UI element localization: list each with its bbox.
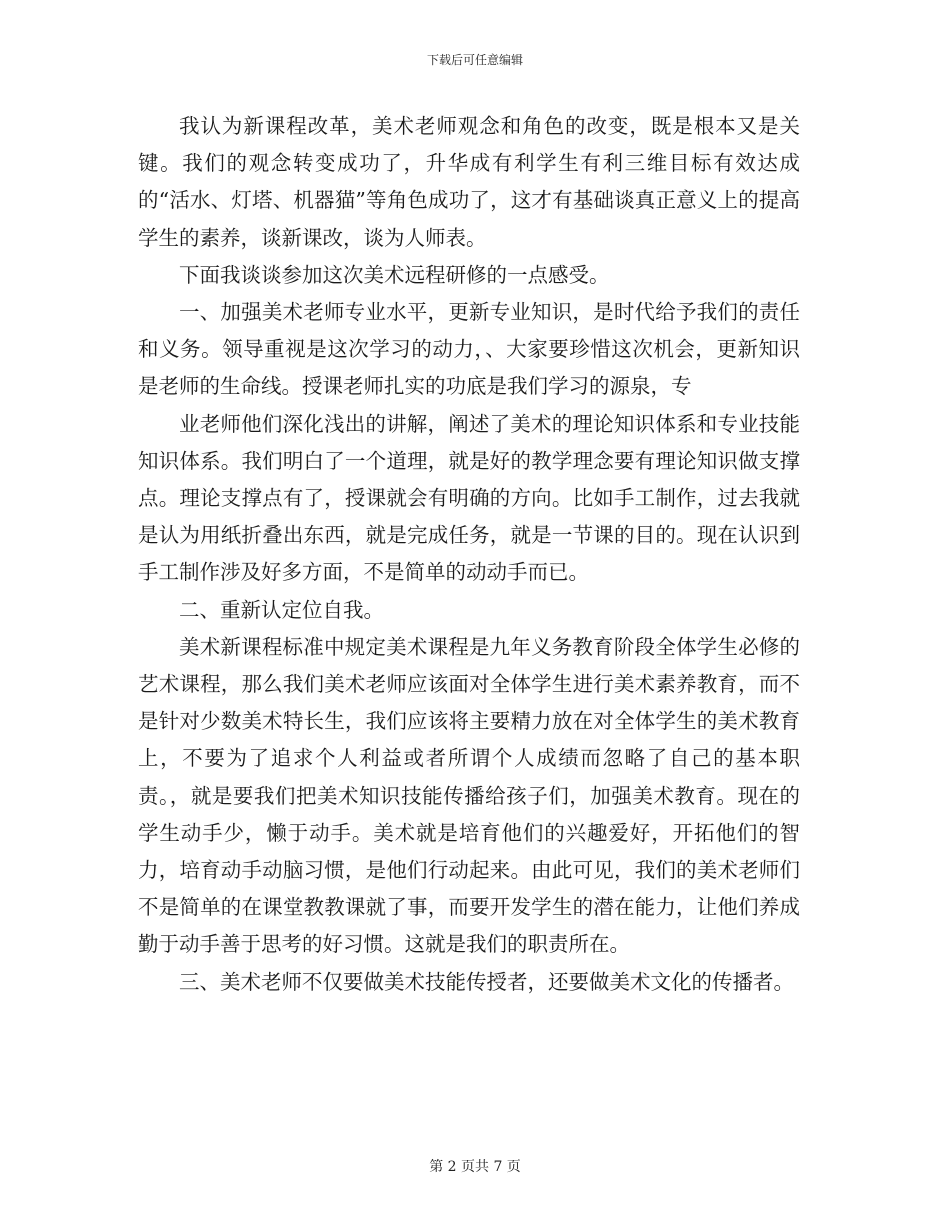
paragraph-7: 三、美术老师不仅要做美术技能传授者，还要做美术文化的传播者。 [179, 969, 794, 994]
paragraph-2: 下面我谈谈参加这次美术远程研修的一点感受。 [179, 262, 610, 287]
paragraph-4: 业老师他们深化浅出的讲解，阐述了美术的理论知识体系和专业技能知识体系。我们明白了一个道理，就是好的教学理念要有理论知识做支撑点。理论支撑点有了，授课就会有明确的方向。比如手工制作，过去我就是认为用纸折叠出东西，就是完成任务，就是一节课的目的。现在认识到手工制作涉及好多方面，不是简单的动动手而已。 [138, 411, 800, 585]
page-header: 下载后可任意编辑 [426, 53, 523, 67]
page-footer: 第 2 页共 7 页 [429, 1159, 521, 1175]
paragraph-3: 一、加强美术老师专业水平，更新专业知识，是时代给予我们的责任和义务。领导重视是这次学习的动力，、大家要珍惜这次机会，更新知识是老师的生命线。授课老师扎实的功底是我们学习的源泉，专 [138, 300, 800, 399]
paragraph-6: 美术新课程标准中规定美术课程是九年义务教育阶段全体学生必修的艺术课程，那么我们美术老师应该面对全体学生进行美术素养教育，而不是针对少数美术特长生，我们应该将主要精力放在对全体学生的美术教育上，不要为了追求个人利益或者所谓个人成绩而忽略了自己的基本职责。，就是要我们把美术知识技能传播给孩子们，加强美术教育。现在的学生动手少，懒于动手。美术就是培育他们的兴趣爱好，开拓他们的智力，培育动手动脑习惯，是他们行动起来。由此可见，我们的美术老师们不是简单的在课堂教教课就了事，而要开发学生的潜在能力，让他们养成勤于动手善于思考的好习惯。这就是我们的职责所在。 [138, 634, 800, 957]
paragraph-5: 二、重新认定位自我。 [179, 597, 384, 622]
paragraph-1: 我认为新课程改革，美术老师观念和角色的改变，既是根本又是关键。我们的观念转变成功了，升华成有利学生有利三维目标有效达成的“活水、灯塔、机器猫”等角色成功了，这才有基础谈真正意义上的提高学生的素养，谈新课改，谈为人师表。 [138, 114, 800, 250]
document-body [138, 108, 800, 1001]
